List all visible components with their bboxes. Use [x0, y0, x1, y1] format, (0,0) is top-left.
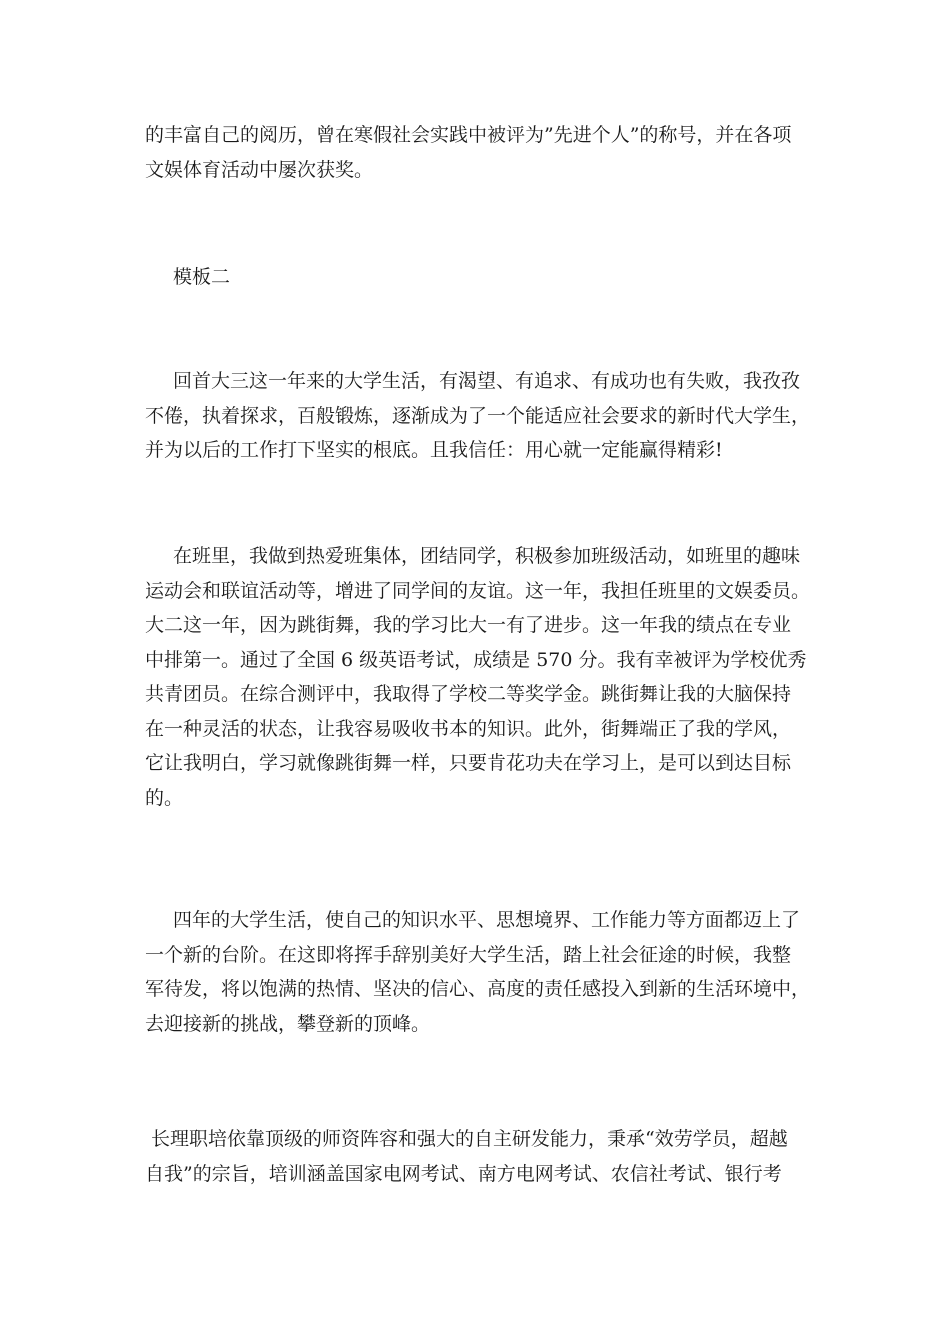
text-line: 自我”的宗旨，培训涵盖国家电网考试、南方电网考试、农信社考试、银行考	[145, 1162, 782, 1185]
text-line: 大二这一年，因为跳街舞，我的学习比大一有了进步。这一年我的绩点在专业	[145, 614, 792, 636]
text-line: 长理职培依靠顶级的师资阵容和强大的自主研发能力，秉承“效劳学员，超越	[151, 1128, 788, 1150]
text-line: 中排第一。通过了全国 6 级英语考试，成绩是 570 分。我有幸被评为学校优秀	[145, 648, 807, 671]
paragraph-promo	[145, 1122, 805, 1191]
paragraph-class-life	[145, 539, 811, 815]
text-line: 四年的大学生活，使自己的知识水平、思想境界、工作能力等方面都迈上了	[173, 909, 801, 931]
heading-text: 模板二	[173, 266, 231, 288]
paragraph-intro	[145, 364, 811, 468]
text-line: 的。	[145, 786, 184, 809]
text-line: 不倦，执着探求，百般锻炼，逐渐成为了一个能适应社会要求的新时代大学生，	[145, 404, 811, 427]
text-line: 在班里，我做到热爱班集体，团结同学，积极参加班级活动，如班里的趣味	[173, 545, 801, 567]
text-line: 并为以后的工作打下坚实的根底。且我信任：用心就一定能赢得精彩!	[145, 439, 723, 461]
text-line: 回首大三这一年来的大学生活，有渴望、有追求、有成功也有失败，我孜孜	[173, 370, 801, 392]
text-line: 共青团员。在综合测评中，我取得了学校二等奖学金。跳街舞让我的大脑保持	[145, 683, 792, 705]
text-line: 一个新的台阶。在这即将挥手辞别美好大学生活，踏上社会征途的时候，我整	[145, 943, 792, 966]
text-line: 军待发，将以饱满的热情、坚决的信心、高度的责任感投入到新的生活环境中，	[145, 978, 811, 1000]
text-line: 的丰富自己的阅历，曾在寒假社会实践中被评为”先进个人”的称号，并在各项	[145, 124, 792, 146]
text-line: 运动会和联谊活动等，增进了同学间的友谊。这一年，我担任班里的文娱委员。	[145, 579, 811, 602]
text-line: 去迎接新的挑战，攀登新的顶峰。	[145, 1012, 431, 1035]
text-line: 文娱体育活动中屡次获奖。	[145, 158, 374, 181]
paragraph-continuation	[145, 118, 805, 187]
text-line: 它让我明白，学习就像跳街舞一样，只要肯花功夫在学习上，是可以到达目标	[145, 752, 792, 774]
section-heading	[145, 260, 805, 295]
paragraph-summary	[145, 903, 811, 1041]
text-line: 在一种灵活的状态，让我容易吸收书本的知识。此外，街舞端正了我的学风，	[145, 717, 792, 740]
